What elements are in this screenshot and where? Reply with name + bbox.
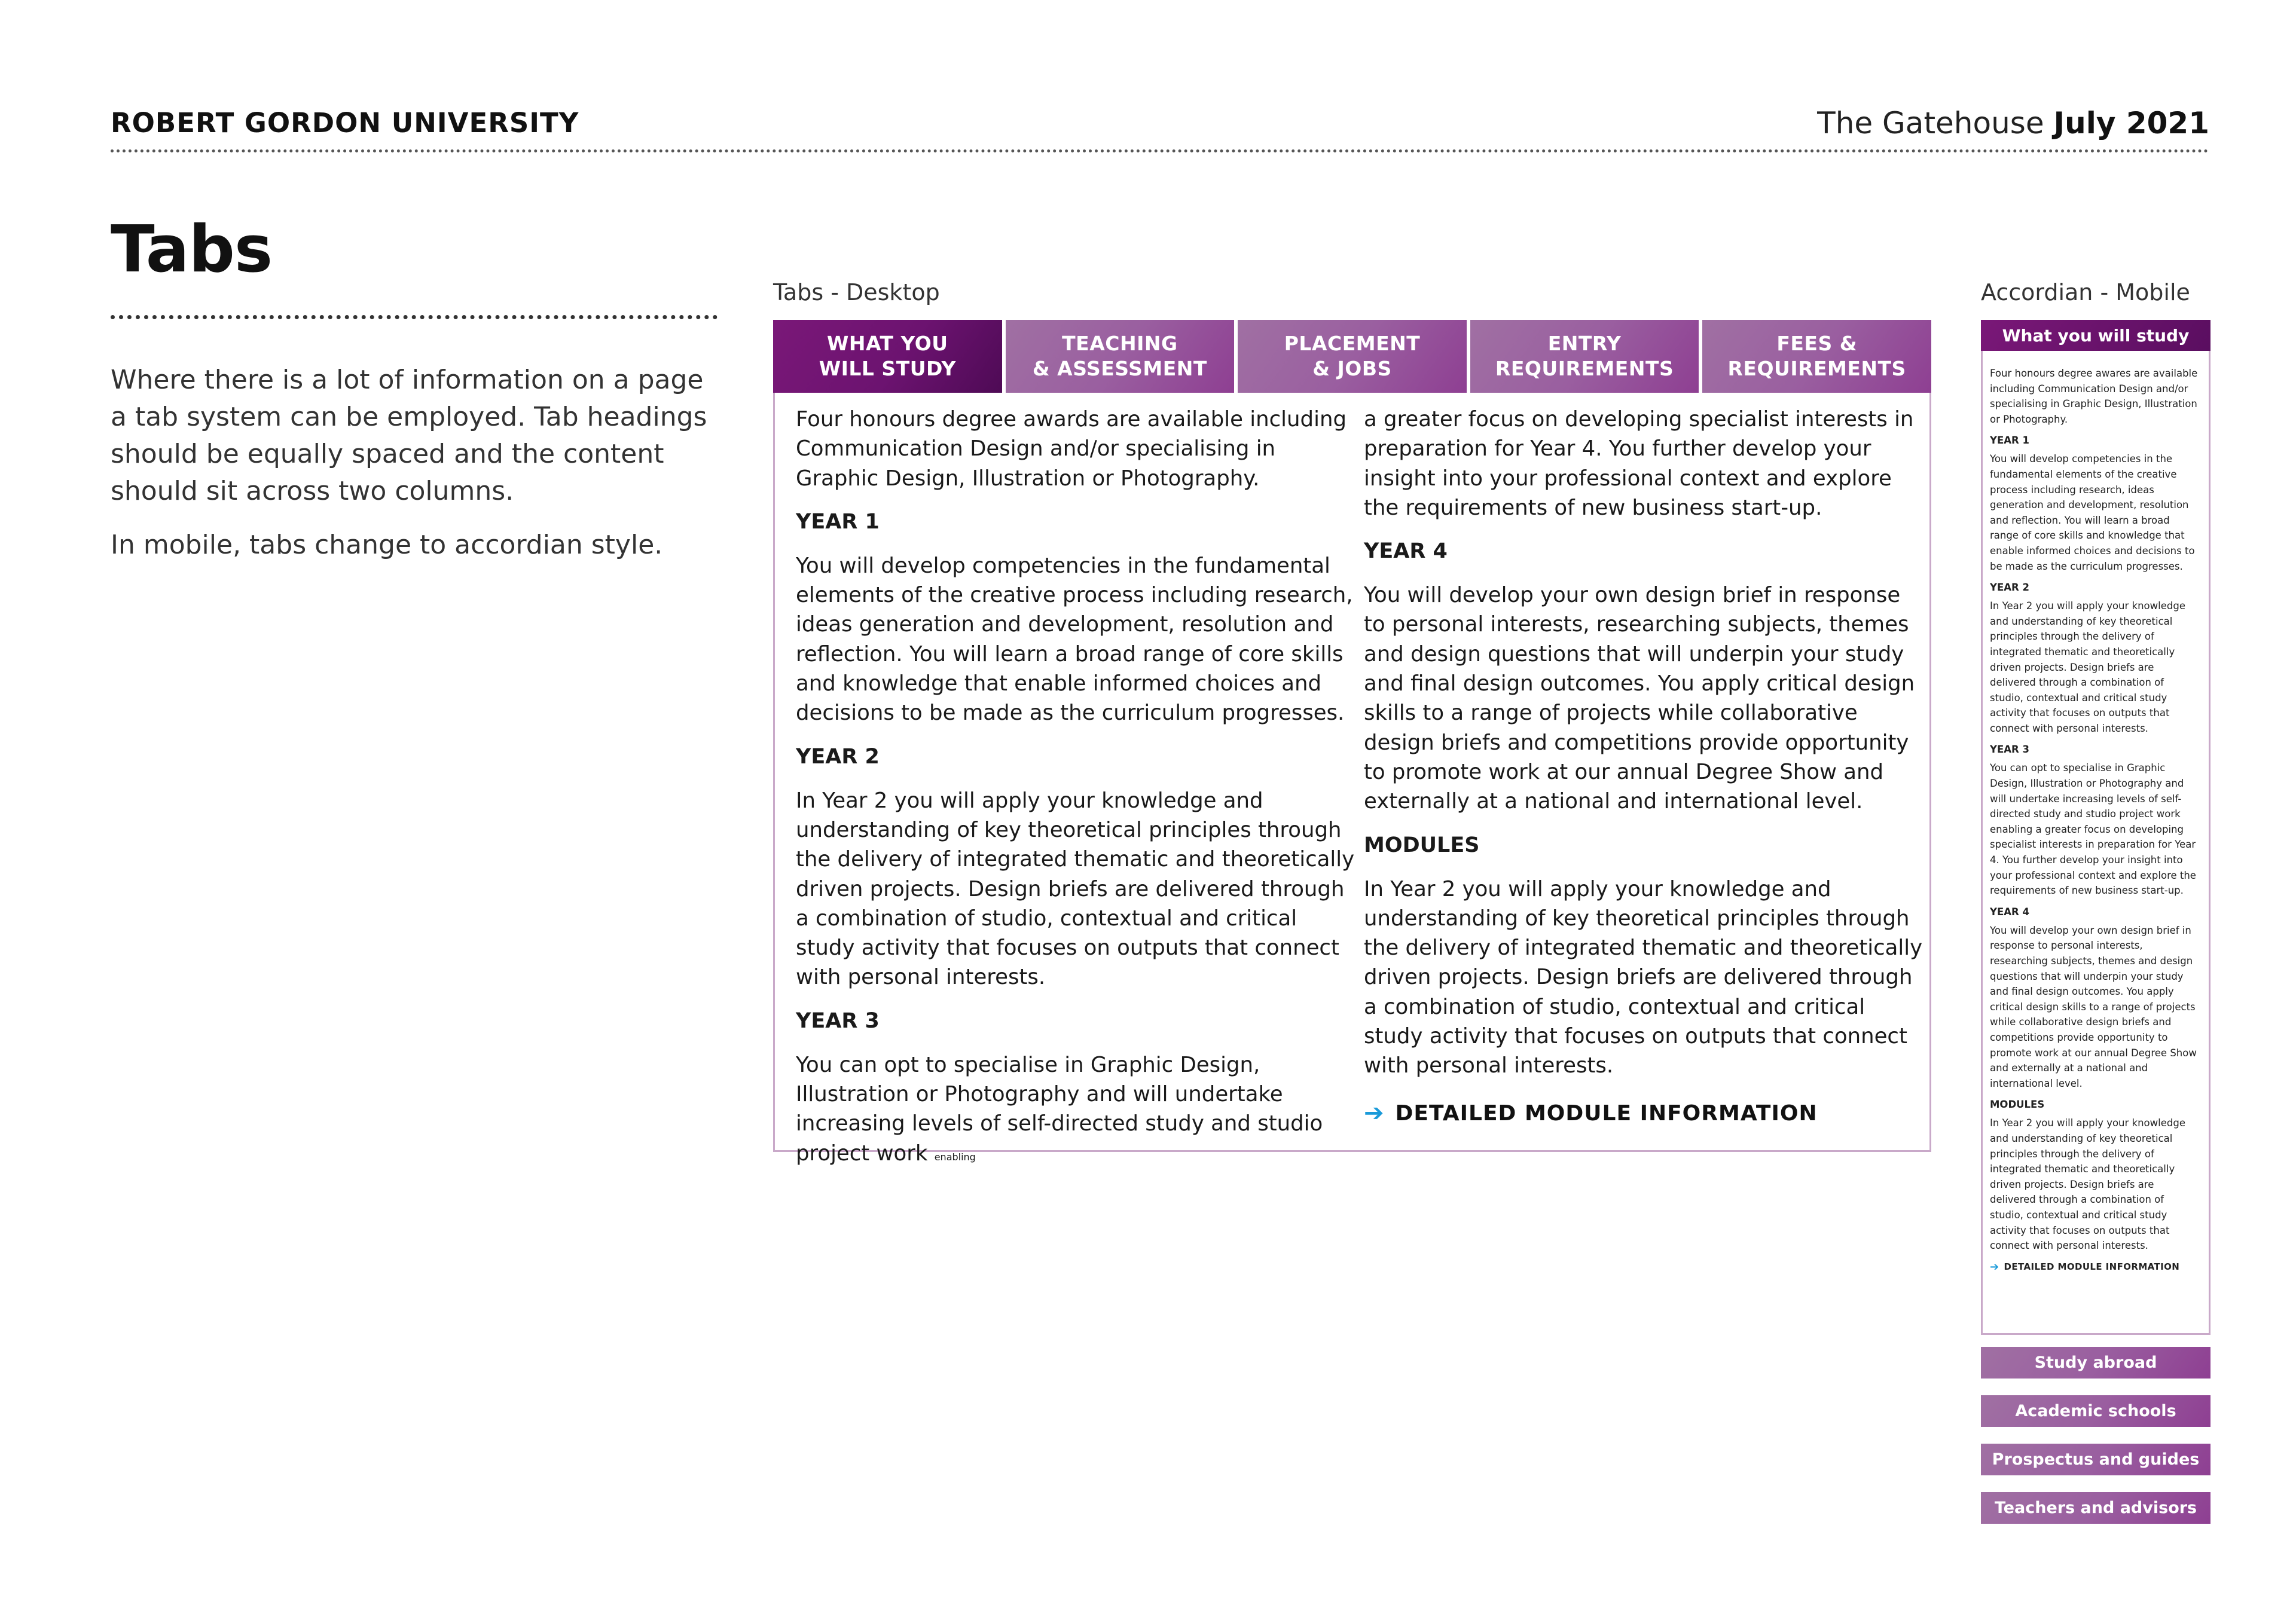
mobile-year-4-heading: YEAR 4 bbox=[1990, 906, 2029, 918]
publication-name: The Gatehouse bbox=[1817, 106, 2044, 140]
page-header bbox=[111, 105, 2209, 152]
year-4-text: You will develop your own design brief in response to personal interests, researching subjects, themes and design questions that will underpin your study and final design outcomes. You apply critical design skills to a range of projects while collaborative design briefs and competitions provide opportunity to promote work at our annual Degree Show and externally at a national and international level. bbox=[1364, 583, 1915, 814]
mobile-course-intro: Four honours degree awares are available including Communication Design and/or specialising in Graphic Design, Illustration or Photography. bbox=[1990, 368, 2198, 425]
tab-label-line2: REQUIREMENTS bbox=[1495, 357, 1674, 380]
tab-label-line1: TEACHING bbox=[1062, 332, 1178, 355]
modules-heading: MODULES bbox=[1364, 833, 1480, 857]
tab-label bbox=[1033, 331, 1207, 381]
accordion-content bbox=[1981, 351, 2210, 1335]
mobile-section-label: Accordian - Mobile bbox=[1981, 279, 2190, 305]
mobile-year-1-text: You will develop competencies in the fundamental elements of the creative process including research, ideas generation and development, resolution and reflection. You will learn a broad range of core skills and knowledge that enable informed choices and decisions to be made as the curriculum progresses. bbox=[1990, 453, 2195, 572]
accordion-header-what-you-will-study[interactable] bbox=[1981, 320, 2210, 351]
year-4-heading: YEAR 4 bbox=[1364, 539, 1448, 564]
mobile-modules-heading: MODULES bbox=[1990, 1099, 2045, 1111]
tab-label bbox=[1495, 331, 1674, 381]
tab-label bbox=[1284, 331, 1421, 381]
accordion-item-label: Study abroad bbox=[2034, 1353, 2157, 1372]
tab-label-line2: WILL STUDY bbox=[819, 357, 956, 380]
tab-entry-requirements[interactable] bbox=[1470, 320, 1699, 393]
mobile-year-1-heading: YEAR 1 bbox=[1990, 435, 2029, 447]
year-3-text-main: You can opt to specialise in Graphic Design, Illustration or Photography and will undertake increasing levels of self-directed study and studio project work bbox=[796, 1052, 1323, 1166]
title-divider bbox=[111, 315, 718, 319]
mobile-detailed-module-link-label: DETAILED MODULE INFORMATION bbox=[2004, 1261, 2180, 1272]
accordion-item-prospectus-guides[interactable] bbox=[1981, 1444, 2210, 1475]
accordion-header-label: What you will study bbox=[2002, 325, 2190, 346]
year-1-text: You will develop competencies in the fundamental elements of the creative process including research, ideas generation and development, resolution and reflection. You will learn a broad range of core skills and knowledge that enable informed choices and decisions to be made as the curriculum progresses. bbox=[796, 553, 1353, 726]
mobile-year-3-text: You can opt to specialise in Graphic Design, Illustration or Photography and will undertake increasing levels of self-directed study and studio project work enabling a greater focus on developing specialist interests in preparation for Year 4. You further develop your insight into your professional context and explore the requirements of new business start-up. bbox=[1990, 762, 2196, 897]
tab-label bbox=[1728, 331, 1906, 381]
intro-paragraph-1: Where there is a lot of information on a page a tab system can be employed. Tab headings should be equally spaced and the content should sit across two columns. bbox=[111, 365, 707, 506]
arrow-right-icon: ➔ bbox=[1364, 1099, 1385, 1127]
intro-text bbox=[111, 362, 726, 580]
year-2-heading: YEAR 2 bbox=[796, 744, 880, 769]
page-title: Tabs bbox=[111, 212, 273, 287]
publication-title bbox=[1817, 106, 2209, 140]
desktop-tab-bar bbox=[773, 320, 1931, 393]
tab-label-line2: REQUIREMENTS bbox=[1727, 357, 1906, 380]
tab-label-line1: ENTRY bbox=[1547, 332, 1622, 355]
modules-text: In Year 2 you will apply your knowledge and understanding of key theoretical principles through the delivery of integrated thematic and theoretically driven projects. Design briefs are delivered through a combination of studio, contextual and critical study activity that focuses on outputs that connect with personal interests. bbox=[1364, 876, 1923, 1078]
detailed-module-link-label: DETAILED MODULE INFORMATION bbox=[1395, 1101, 1818, 1126]
course-intro: Four honours degree awards are available including Communication Design and/or specialising in Graphic Design, Illustration or Photography. bbox=[796, 407, 1347, 491]
university-name: ROBERT GORDON UNIVERSITY bbox=[111, 107, 579, 139]
desktop-section-label: Tabs - Desktop bbox=[773, 279, 940, 305]
detailed-module-link[interactable] bbox=[1364, 1099, 1923, 1128]
tab-label bbox=[819, 331, 956, 381]
tab-label-line1: WHAT YOU bbox=[827, 332, 948, 355]
publication-issue: July 2021 bbox=[2053, 106, 2209, 140]
mobile-year-4-text: You will develop your own design brief in response to personal interests, researching subjects, themes and design questions that will underpin your study and final design outcomes. You apply critical design skills to a range of projects while collaborative design briefs and competitions provide opportunity to promote work at our annual Degree Show and externally at a national and international level. bbox=[1990, 924, 2197, 1089]
year-3-text-continued: a greater focus on developing specialist interests in preparation for Year 4. You further develop your insight into your professional context and explore the requirements of new business start-up. bbox=[1364, 407, 1914, 520]
mobile-year-2-heading: YEAR 2 bbox=[1990, 582, 2029, 594]
accordion-item-label: Prospectus and guides bbox=[1992, 1450, 2200, 1469]
tab-teaching-assessment[interactable] bbox=[1006, 320, 1235, 393]
accordion-item-label: Academic schools bbox=[2015, 1402, 2176, 1420]
year-3-heading: YEAR 3 bbox=[796, 1008, 880, 1033]
tab-label-line2: & ASSESSMENT bbox=[1032, 357, 1207, 380]
accordion-item-study-abroad[interactable] bbox=[1981, 1347, 2210, 1379]
year-2-text: In Year 2 you will apply your knowledge and understanding of key theoretical principles through the delivery of integrated thematic and theoretically driven projects. Design briefs are delivered through a combination of studio, contextual and critical study activity that focuses on outputs that connect with personal interests. bbox=[796, 788, 1355, 990]
tab-content-panel bbox=[773, 393, 1931, 1166]
tab-what-you-will-study[interactable] bbox=[773, 320, 1002, 393]
year-3-text-tail: enabling bbox=[934, 1151, 976, 1163]
arrow-right-icon: ➔ bbox=[1990, 1260, 1999, 1273]
intro-paragraph-2: In mobile, tabs change to accordian style. bbox=[111, 530, 663, 560]
year-1-heading: YEAR 1 bbox=[796, 509, 880, 534]
tab-label-line1: PLACEMENT bbox=[1284, 332, 1421, 355]
accordion-item-teachers-advisors[interactable] bbox=[1981, 1492, 2210, 1524]
tab-label-line1: FEES & bbox=[1776, 332, 1857, 355]
year-3-text bbox=[796, 1050, 1355, 1172]
tab-placement-jobs[interactable] bbox=[1238, 320, 1467, 393]
content-column-left bbox=[796, 405, 1355, 1186]
content-column-right bbox=[1364, 405, 1923, 1128]
accordion-item-label: Teachers and advisors bbox=[1994, 1499, 2197, 1517]
accordion-item-academic-schools[interactable] bbox=[1981, 1395, 2210, 1427]
tab-fees-requirements[interactable] bbox=[1702, 320, 1931, 393]
mobile-detailed-module-link[interactable] bbox=[1990, 1260, 2200, 1275]
mobile-year-2-text: In Year 2 you will apply your knowledge and understanding of key theoretical principles through the delivery of integrated thematic and theoretically driven projects. Design briefs are delivered through a combination of studio, contextual and critical study activity that focuses on outputs that connect with personal interests. bbox=[1990, 600, 2185, 734]
tab-label-line2: & JOBS bbox=[1312, 357, 1392, 380]
mobile-modules-text: In Year 2 you will apply your knowledge and understanding of key theoretical principles through the delivery of integrated thematic and theoretically driven projects. Design briefs are delivered through a combination of studio, contextual and critical study activity that focuses on outputs that connect with personal interests. bbox=[1990, 1117, 2185, 1252]
mobile-year-3-heading: YEAR 3 bbox=[1990, 744, 2029, 756]
